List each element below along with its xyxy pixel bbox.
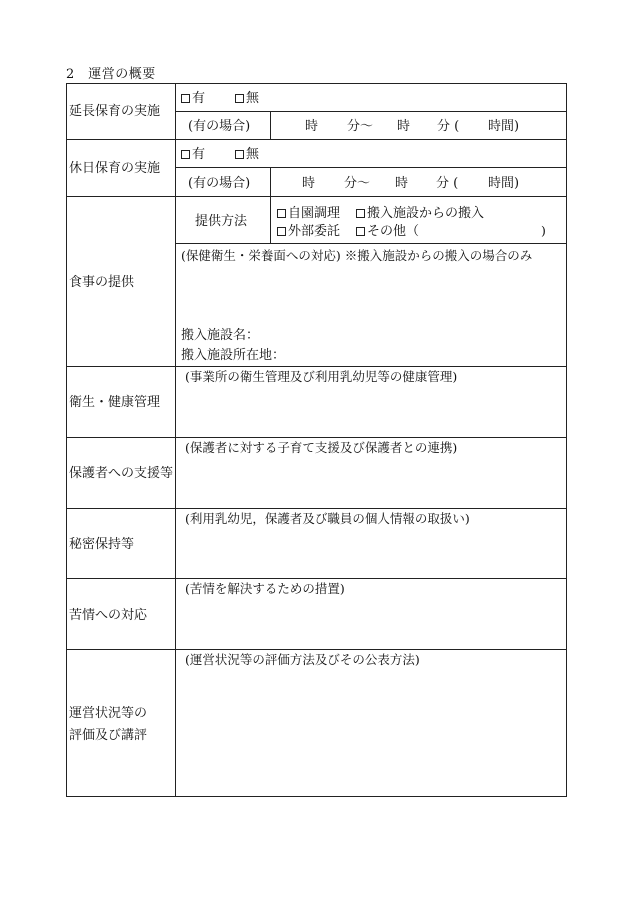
divider <box>175 243 567 244</box>
holiday-care-no-checkbox[interactable] <box>235 148 259 161</box>
meal-method-label: 提供方法 <box>195 214 248 229</box>
evaluation-note: (運営状況等の評価方法及びその公表方法) <box>185 652 420 667</box>
holiday-care-condition: (有の場合) <box>188 176 251 191</box>
option-label: 無 <box>246 147 260 162</box>
divider <box>67 508 567 509</box>
holiday-care-start-minute[interactable]: 分〜 <box>344 176 371 191</box>
checkbox-box-icon <box>277 227 286 236</box>
option-label: 有 <box>192 91 206 106</box>
holiday-care-yes-checkbox[interactable] <box>181 148 205 161</box>
checkbox-box-icon <box>277 209 286 218</box>
divider <box>175 167 567 168</box>
checkbox-box-icon <box>235 150 244 159</box>
meal-other-checkbox[interactable] <box>356 225 419 238</box>
guardian-support-note: (保護者に対する子育て支援及び保護者との連携) <box>185 440 458 455</box>
extended-care-end-minute[interactable]: 分 ( <box>437 119 460 134</box>
extended-care-start-hour[interactable]: 時 <box>305 119 319 134</box>
label-guardian-support: 保護者への支援等 <box>69 466 174 481</box>
label-complaints: 苦情への対応 <box>69 608 148 623</box>
meal-facility-address[interactable]: 搬入施設所在地： <box>181 348 286 363</box>
hygiene-note: (事業所の衛生管理及び利用乳幼児等の健康管理) <box>185 369 458 384</box>
holiday-care-end-hour[interactable]: 時 <box>395 176 409 191</box>
meal-facility-name[interactable]: 搬入施設名： <box>181 328 260 343</box>
complaints-note: (苦情を解決するための措置) <box>185 581 345 596</box>
divider <box>270 167 271 196</box>
section-title: 2 運営の概要 <box>66 67 156 82</box>
divider <box>270 111 271 139</box>
label-confidentiality: 秘密保持等 <box>69 537 135 552</box>
extended-care-start-minute[interactable]: 分〜 <box>347 119 374 134</box>
divider <box>67 196 567 197</box>
option-label: 搬入施設からの搬入 <box>367 206 485 221</box>
checkbox-box-icon <box>356 227 365 236</box>
extended-care-condition: (有の場合) <box>188 119 251 134</box>
divider <box>67 649 567 650</box>
meal-self-cooking-checkbox[interactable] <box>277 207 340 220</box>
divider <box>270 196 271 243</box>
holiday-care-hours[interactable]: 時間) <box>488 176 520 191</box>
divider <box>175 111 567 112</box>
extended-care-end-hour[interactable]: 時 <box>397 119 411 134</box>
extended-care-no-checkbox[interactable] <box>235 92 259 105</box>
operation-overview-form <box>66 83 567 797</box>
option-label: その他（ <box>367 224 420 239</box>
label-evaluation-line: 評価及び講評 <box>69 728 148 743</box>
meal-note: (保健衛生・栄養面への対応) ※搬入施設からの搬入の場合のみ <box>181 248 533 263</box>
meal-other-close-paren: ) <box>541 223 546 238</box>
extended-care-yes-checkbox[interactable] <box>181 92 205 105</box>
option-label: 有 <box>192 147 206 162</box>
holiday-care-start-hour[interactable]: 時 <box>302 176 316 191</box>
divider <box>67 437 567 438</box>
label-hygiene: 衛生・健康管理 <box>69 395 161 410</box>
option-label: 自園調理 <box>288 206 341 221</box>
checkbox-box-icon <box>181 150 190 159</box>
meal-transport-checkbox[interactable] <box>356 207 484 220</box>
option-label: 無 <box>246 91 260 106</box>
label-holiday-care: 休日保育の実施 <box>69 161 161 176</box>
checkbox-box-icon <box>235 94 244 103</box>
extended-care-hours[interactable]: 時間) <box>488 119 520 134</box>
label-evaluation-line: 運営状況等の <box>69 706 148 721</box>
checkbox-box-icon <box>356 209 365 218</box>
confidentiality-note: (利用乳幼児，保護者及び職員の個人情報の取扱い) <box>185 511 470 526</box>
label-meal: 食事の提供 <box>69 275 135 290</box>
divider <box>67 139 567 140</box>
label-extended-care: 延長保育の実施 <box>69 104 161 119</box>
checkbox-box-icon <box>181 94 190 103</box>
option-label: 外部委託 <box>288 224 341 239</box>
meal-outsource-checkbox[interactable] <box>277 225 340 238</box>
divider <box>67 366 567 367</box>
label-column-divider <box>175 84 176 796</box>
label-evaluation <box>69 703 147 747</box>
holiday-care-end-minute[interactable]: 分 ( <box>436 176 459 191</box>
divider <box>67 578 567 579</box>
